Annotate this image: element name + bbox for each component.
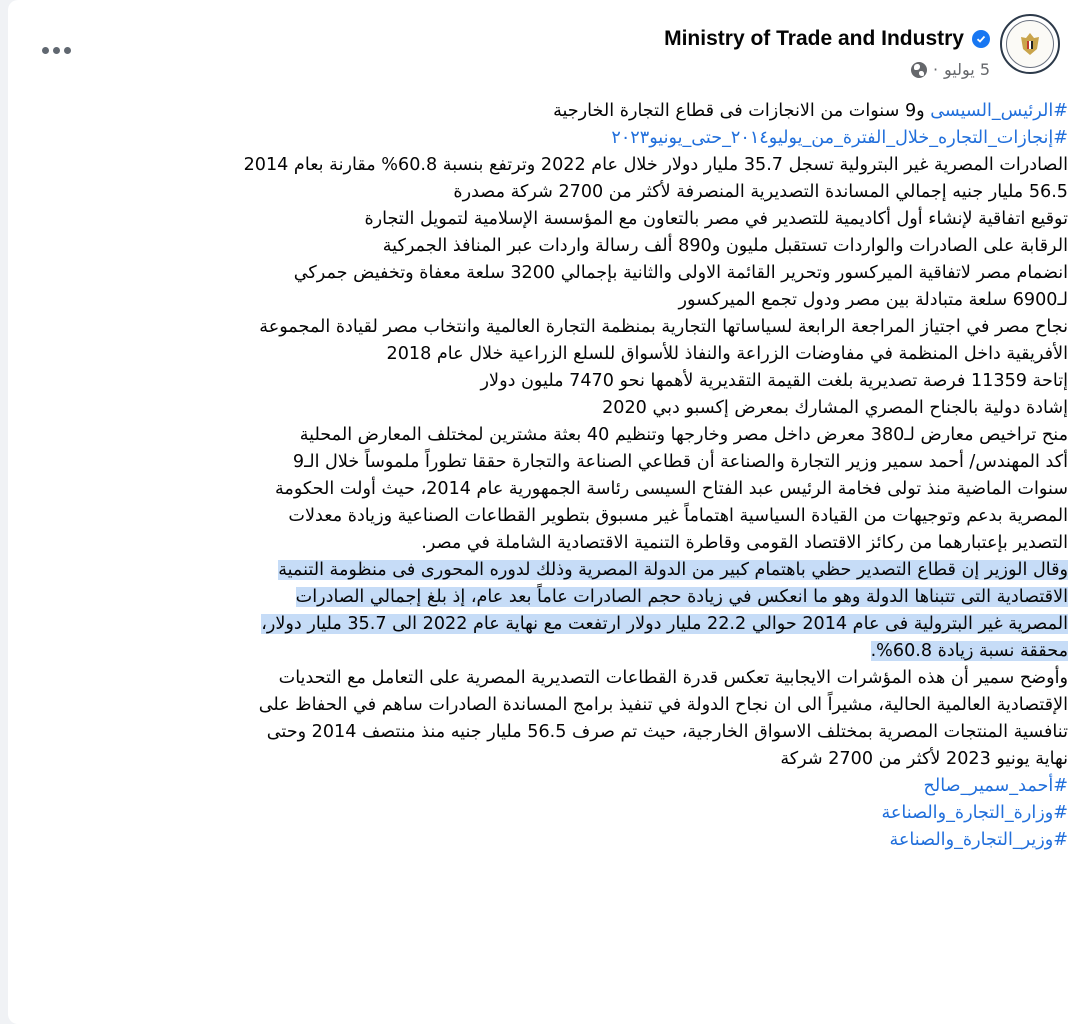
hashtag-link[interactable]: #الرئيس_السيسى [930,101,1068,121]
body-line: أكد المهندس/ أحمد سمير وزير التجارة والصناعة أن قطاعي الصناعة والتجارة حققا تطوراً ملموساً خلال الـ9 [292,452,1068,472]
verified-badge-icon [972,30,990,48]
hashtag-line [30,827,1068,854]
body-line: لـ6900 سلعة متبادلة بين مصر ودول تجمع الميركسور [678,290,1068,310]
selected-text: محققة نسبة زيادة 60.8%. [870,641,1068,661]
post-header [0,0,1088,90]
highlighted-line [30,557,1068,584]
body-line: الإقتصادية العالمية الحالية، مشيراً الى ان نجاح الدولة في تنفيذ برامج المساندة الصادرات ساهم في الحفاظ على [258,695,1068,715]
intro-hashtag-line [30,125,1068,152]
hashtag-link[interactable]: #أحمد_سمير_صالح [923,776,1068,796]
highlighted-line [30,638,1068,665]
hashtag-link[interactable]: #وزير_التجارة_والصناعة [889,830,1068,850]
more-options-icon [42,47,49,54]
body-line: التصدير بإعتبارهما من ركائز الاقتصاد القومى وقاطرة التنمية الاقتصادية الشاملة في مصر. [421,533,1068,553]
selected-text: وقال الوزير إن قطاع التصدير حظي باهتمام كبير من الدولة المصرية وذلك لدوره المحورى فى منظومة التنمية [278,560,1068,580]
body-line: سنوات الماضية منذ تولى فخامة الرئيس عبد الفتاح السيسى رئاسة الجمهورية عام 2014، حيث أولت الحكومة [274,479,1068,499]
ministry-logo-icon [1006,20,1054,68]
body-line: وأوضح سمير أن هذه المؤشرات الايجابية تعكس قدرة القطاعات التصديرية المصرية على التعامل مع التحديات [278,668,1068,688]
meta-separator: · [932,60,939,79]
body-line: إشادة دولية بالجناح المصري المشارك بمعرض إكسبو دبي 2020 [602,398,1068,418]
body-line: 56.5 مليار جنيه إجمالي المساندة التصديرية المنصرفة لأكثر من 2700 شركة مصدرة [453,182,1068,202]
author-row [664,27,990,51]
body-line: الأفريقية داخل المنظمة في مفاوضات الزراعة والنفاذ للأسواق للسلع الزراعية خلال عام 2018 [386,344,1068,364]
selected-text: الاقتصادية التى تتبناها الدولة وهو ما انعكس في زيادة حجم الصادرات عاماً بعد عام، إذ بلغ إجمالي الصادرات [295,587,1068,607]
body-line: المصرية بدعم وتوجيهات من القيادة السياسية اهتماماً غير مسبوق بتطوير القطاعات الصناعية وزيادة معدلات [288,506,1068,526]
hashtag-link[interactable]: #وزارة_التجارة_والصناعة [881,803,1068,823]
body-line: توقيع اتفاقية لإنشاء أول أكاديمية للتصدير في مصر بالتعاون مع المؤسسة الإسلامية لتمويل التجارة [364,209,1068,229]
body-line: منح تراخيص معارض لـ380 معرض داخل مصر وخارجها وتنظيم 40 بعثة مشترين لمختلف المعارض المحلية [299,425,1068,445]
post-meta [911,60,990,79]
highlighted-line [30,584,1068,611]
intro-text: و9 سنوات من الانجازات فى قطاع التجارة الخارجية [553,101,931,121]
body-line: إتاحة 11359 فرصة تصديرية بلغت القيمة التقديرية لأهمها نحو 7470 مليون دولار [480,371,1068,391]
body-line: نجاح مصر في اجتياز المراجعة الرابعة لسياساتها التجارية بمنظمة التجارة العالمية وانتخاب مصر لقيادة المجموعة [259,317,1068,337]
hashtag-link[interactable]: #إنجازات_التجاره_خلال_الفترة_من_يوليو٢٠١٤_حتى_يونيو٢٠٢٣ [611,128,1068,148]
post-body [30,98,1068,854]
body-line: انضمام مصر لاتفاقية الميركسور وتحرير القائمة الاولى والثانية بإجمالي 3200 سلعة معفاة وتخفيض جمركي [293,263,1068,283]
post-date[interactable]: 5 يوليو [944,60,990,79]
more-dot [53,47,60,54]
highlighted-line [30,611,1068,638]
body-line: الرقابة على الصادرات والواردات تستقبل مليون و890 ألف رسالة واردات عبر المنافذ الجمركية [382,236,1068,256]
more-dot [64,47,71,54]
body-line: تنافسية المنتجات المصرية بمختلف الاسواق الخارجية، حيث تم صرف 56.5 مليار جنيه منذ منتصف 2014 وحتى [266,722,1068,742]
body-line: الصادرات المصرية غير البترولية تسجل 35.7 مليار دولار خلال عام 2022 وترتفع بنسبة 60.8% مقارنة بعام 2014 [243,155,1068,175]
author-name[interactable]: Ministry of Trade and Industry [664,27,964,50]
body-line: نهاية يونيو 2023 لأكثر من 2700 شركة [780,749,1068,769]
globe-icon[interactable] [911,62,927,78]
more-options-button[interactable] [36,36,76,64]
intro-line [30,98,1068,125]
hashtag-line [30,800,1068,827]
selected-text: المصرية غير البترولية فى عام 2014 حوالي 22.2 مليار دولار ارتفعت مع نهاية عام 2022 الى 35.7 مليار دولار، [261,614,1068,634]
hashtag-line [30,773,1068,800]
avatar[interactable] [1000,14,1060,74]
